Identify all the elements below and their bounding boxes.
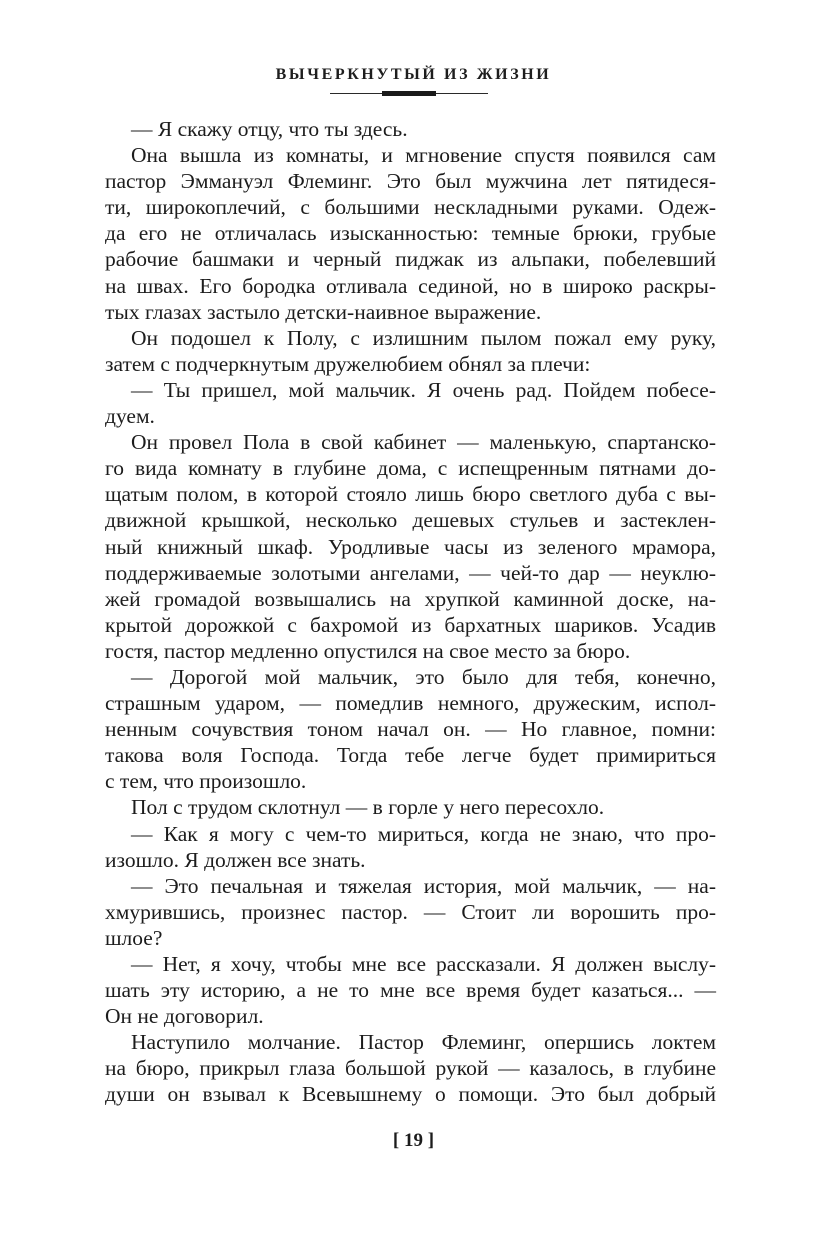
text-line: на швах. Его бородка отливала сединой, но в широко раскры- [105,273,716,298]
text-line: Пол с трудом склотнул — в горле у него пересохло. [131,795,605,820]
text-line: дуем. [105,404,155,429]
text-line: движной крышкой, несколько дешевых стульев и застеклен- [105,508,716,533]
text-line: страшным ударом, — помедлив немного, дружеским, испол- [105,691,716,716]
text-line: — Ты пришел, мой мальчик. Я очень рад. Пойдем побесе- [131,377,716,402]
head-rule-ornament [382,91,436,96]
text-line: хмурившись, произнес пастор. — Стоит ли ворошить про- [105,899,716,924]
text-line: — Нет, я хочу, чтобы мне все рассказали. Я должен выслу- [131,952,716,976]
text-line: — Дорогой мой мальчик, это было для тебя, конечно, [131,664,716,689]
body-text [105,116,716,1108]
text-line: да его не отличалась изысканностью: темные брюки, грубые [105,221,716,246]
text-line: — Это печальная и тяжелая история, мой мальчик, — на- [131,873,716,898]
text-line: изошло. Я должен все знать. [105,847,366,872]
text-line: крытой дорожкой с бахромой из бархатных шариков. Усадив [105,612,716,637]
text-line: такова воля Господа. Тогда тебе легче будет примириться [105,743,716,768]
page-number: [ 19 ] [392,1130,435,1151]
text-line: затем с подчеркнутым дружелюбием обнял за плечи: [105,351,591,376]
text-line: Он подошел к Полу, с излишним пылом пожал ему руку, [131,325,716,350]
text-line: с тем, что произошло. [105,769,307,794]
text-line: пастор Эммануэл Флеминг. Это был мужчина лет пятидеся- [105,169,716,194]
text-line: Он не договорил. [105,1004,264,1029]
text-line: тых глазах застыло детски-наивное выражение. [105,299,542,324]
text-line: — Как я могу с чем-то мириться, когда не знаю, что про- [131,821,716,846]
text-line: го вида комнату в глубине дома, с испещренным пятнами до- [105,456,716,481]
text-line: ненным сочувствия тоном начал он. — Но главное, помни: [105,717,716,742]
text-line: Наступило молчание. Пастор Флеминг, опершись локтем [131,1030,716,1055]
text-line: души он взывал к Всевышнему о помощи. Это был добрый [105,1082,716,1107]
text-line: Он провел Пола в свой кабинет — маленькую, спартанско- [131,430,716,455]
text-line: жей громадой возвышались на хрупкой каминной доске, на- [105,586,716,611]
text-line: — Я скажу отцу, что ты здесь. [131,117,408,141]
text-line: шлое? [105,925,163,950]
text-line: на бюро, прикрыл глаза большой рукой — казалось, в глубине [105,1056,716,1081]
text-line: Она вышла из комнаты, и мгновение спустя появился сам [131,143,716,168]
text-line: поддерживаемые золотыми ангелами, — чей-то дар — неуклю- [105,560,716,585]
text-line: ный книжный шкаф. Уродливые часы из зеленого мрамора, [105,534,716,559]
text-line: щатым полом, в которой стояло лишь бюро светлого дуба с вы- [105,482,716,507]
text-line: гостя, пастор медленно опустился на свое место за бюро. [105,638,631,663]
text-line: ти, широкоплечий, с большими нескладными руками. Одеж- [105,195,716,220]
text-line: шать эту историю, а не то мне все время будет казаться... — [105,978,716,1003]
running-head: ВЫЧЕРКНУТЫЙ ИЗ ЖИЗНИ [275,66,552,83]
text-line: рабочие башмаки и черный пиджак из альпаки, побелевший [105,247,716,272]
